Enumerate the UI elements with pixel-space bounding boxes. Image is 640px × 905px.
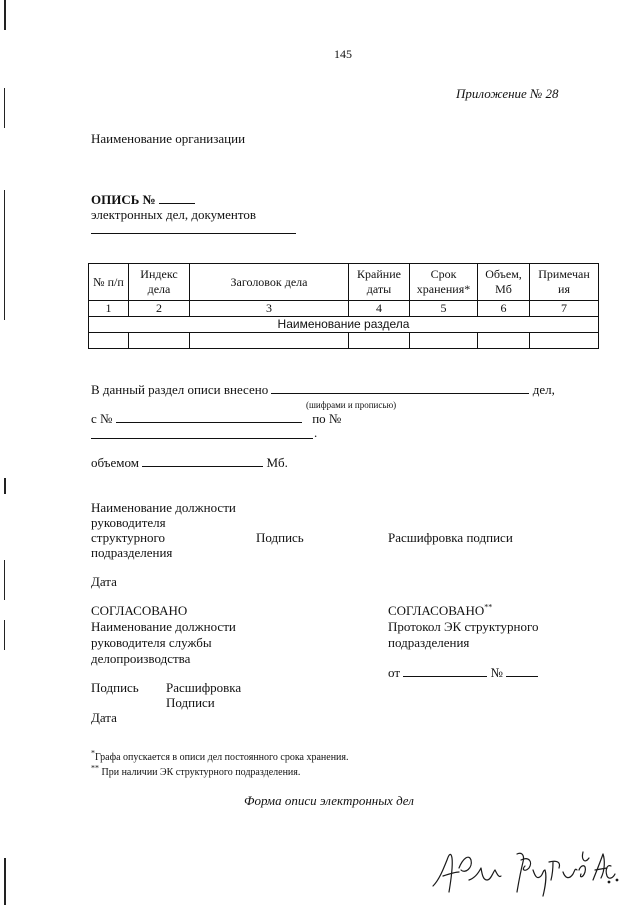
column-number: 2 <box>129 301 190 317</box>
inventory-title-text: ОПИСЬ № <box>91 192 156 207</box>
page-number: 145 <box>334 47 352 61</box>
approval-right-protocol <box>388 665 538 680</box>
scan-edge-mark <box>4 190 5 320</box>
header-cell: Примечан ия <box>530 264 599 301</box>
included-text: В данный раздел описи внесено <box>91 382 269 397</box>
empty-cell <box>349 333 410 349</box>
inventory-table <box>88 263 599 349</box>
form-caption: Форма описи электронных дел <box>244 793 414 808</box>
approval-left-line-3: делопроизводства <box>91 651 191 666</box>
protocol-date-line <box>403 665 487 677</box>
volume-label: объемом <box>91 455 139 470</box>
column-number-row <box>89 301 599 317</box>
table-row <box>89 333 599 349</box>
range-period: . <box>314 425 318 440</box>
header-cell: Индекс дела <box>129 264 190 301</box>
approval-left-line-1: Наименование должности <box>91 619 236 634</box>
column-number: 6 <box>478 301 530 317</box>
volume-line-blank <box>142 455 263 467</box>
approval-left-date: Дата <box>91 710 117 725</box>
approval-left-signature: Подпись <box>91 680 139 695</box>
included-unit: дел, <box>532 382 555 397</box>
approval-right-footnote-mark: ** <box>484 602 493 612</box>
column-number: 1 <box>89 301 129 317</box>
approval-left-title: СОГЛАСОВАНО <box>91 603 188 618</box>
inventory-subtitle: электронных дел, документов <box>91 207 257 222</box>
date-label: Дата <box>91 574 117 589</box>
empty-cell <box>478 333 530 349</box>
org-name: Наименование организации <box>91 131 246 146</box>
scan-edge-mark <box>4 0 6 30</box>
approval-right-title <box>388 603 492 618</box>
footnote-2-text: При наличии ЭК структурного подразделения. <box>101 767 301 778</box>
empty-cell <box>129 333 190 349</box>
scan-edge-mark <box>4 858 6 905</box>
position-line-2: руководителя <box>91 515 166 530</box>
footnote-1-text: Графа опускается в описи дел постоянного срока хранения. <box>95 752 349 763</box>
header-cell: Заголовок дела <box>190 264 349 301</box>
decryption-label: Расшифровка подписи <box>388 530 513 545</box>
column-number: 4 <box>349 301 410 317</box>
column-number: 3 <box>190 301 349 317</box>
included-count-line <box>271 382 529 394</box>
scan-edge-mark <box>4 620 5 650</box>
section-row <box>89 317 599 333</box>
scan-edge-mark <box>4 88 5 128</box>
subtitle-underline <box>91 233 296 234</box>
handwritten-signature <box>425 840 620 902</box>
position-line-4: подразделения <box>91 545 173 560</box>
protocol-number-label: № <box>490 665 503 680</box>
footnote-1-mark: * <box>91 748 95 758</box>
approval-right-line-1: Протокол ЭК структурного <box>388 619 539 634</box>
header-cell: Крайние даты <box>349 264 410 301</box>
from-number-line <box>116 411 302 423</box>
footnote-1 <box>91 748 349 764</box>
scan-edge-mark <box>4 478 6 494</box>
approval-left-decryption-1: Расшифровка <box>166 680 242 695</box>
scan-edge-mark <box>4 560 5 600</box>
protocol-from-label: от <box>388 665 401 680</box>
table-header-row <box>89 264 599 301</box>
signature-label: Подпись <box>256 530 304 545</box>
header-cell: № п/п <box>89 264 129 301</box>
from-label: с № <box>91 411 113 426</box>
inventory-title <box>91 192 195 207</box>
included-line <box>91 382 555 397</box>
inventory-number-line <box>159 192 195 204</box>
included-hint: (шифрами и прописью) <box>306 400 397 410</box>
approval-left-line-2: руководителя службы <box>91 635 212 650</box>
column-number: 5 <box>410 301 478 317</box>
column-number: 7 <box>530 301 599 317</box>
approval-left-decryption-2: Подписи <box>166 695 215 710</box>
appendix-label: Приложение № 28 <box>456 86 559 101</box>
volume-line <box>91 455 288 470</box>
protocol-number-line <box>506 665 538 677</box>
footnote-2-mark: ** <box>91 763 99 773</box>
position-line-1: Наименование должности <box>91 500 236 515</box>
section-name: Наименование раздела <box>89 317 599 333</box>
approval-right-title-text: СОГЛАСОВАНО <box>388 603 485 618</box>
range-continuation-line <box>91 438 313 439</box>
footnote-2 <box>91 763 301 779</box>
empty-cell <box>530 333 599 349</box>
header-cell: Объем, Мб <box>478 264 530 301</box>
header-cell: Срок хранения* <box>410 264 478 301</box>
empty-cell <box>89 333 129 349</box>
volume-unit: Мб. <box>266 455 288 470</box>
to-label: по № <box>312 411 342 426</box>
position-line-3: структурного <box>91 530 166 545</box>
approval-right-line-2: подразделения <box>388 635 470 650</box>
empty-cell <box>190 333 349 349</box>
empty-cell <box>410 333 478 349</box>
range-line <box>91 411 341 426</box>
